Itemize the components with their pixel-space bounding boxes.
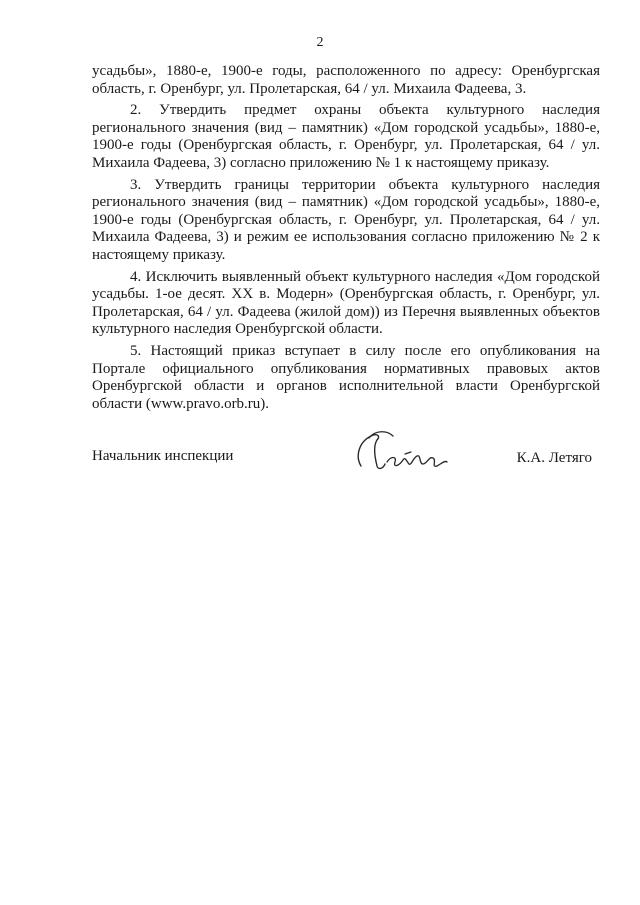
- signature-block: [92, 440, 600, 480]
- paragraph-item-4: 4. Исключить выявленный объект культурного наследия «Дом городской усадьбы. 1-ое десят. XX в. Модерн» (Оренбургская область, г. Оренбург, ул. Пролетарская, 64 / ул. Фадеева (жилой дом)) из Перечня выявленных объектов культурного наследия Оренбургской области.: [92, 268, 600, 338]
- handwritten-signature: [347, 426, 457, 478]
- paragraph-item-5: 5. Настоящий приказ вступает в силу после его опубликования на Портале официального опубликования нормативных правовых актов Оренбургской области и органов исполнительной власти Оренбургской области (www.pravo.orb.ru).: [92, 342, 600, 412]
- signatory-name: К.А. Летяго: [516, 450, 592, 466]
- signatory-title: Начальник инспекции: [92, 448, 234, 464]
- paragraph-item-3: 3. Утвердить границы территории объекта культурного наследия регионального значения (вид – памятник) «Дом городской усадьбы», 1880-е, 1900-е годы (Оренбургская область, г. Оренбург, ул. Пролетарская, 64 / ул. Михаила Фадеева, 3) и режим ее использования согласно приложению № 2 к настоящему приказу.: [92, 176, 600, 263]
- page-number: 2: [316, 35, 324, 50]
- paragraph-continuation: усадьбы», 1880-е, 1900-е годы, расположенного по адресу: Оренбургская область, г. Оренбург, ул. Пролетарская, 64 / ул. Михаила Фадеева, 3.: [92, 63, 600, 97]
- paragraph-item-2: 2. Утвердить предмет охраны объекта культурного наследия регионального значения (вид – памятник) «Дом городской усадьбы», 1880-е, 1900-е годы (Оренбургская область, г. Оренбург, ул. Пролетарская, 64 / ул. Михаила Фадеева, 3) согласно приложению № 1 к настоящему приказу.: [92, 102, 600, 171]
- document-body: [92, 63, 600, 417]
